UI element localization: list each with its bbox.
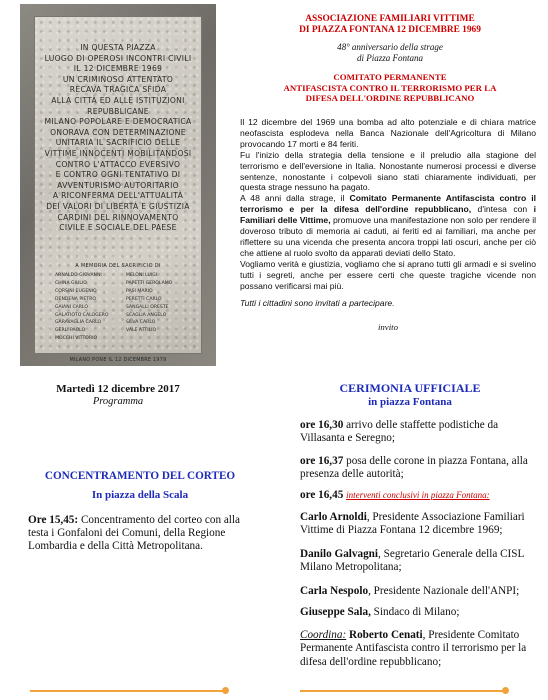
body-paragraph: Fu l'inizio della strategia della tensione e il preludio alla stagione del terrorismo e dell'eversione in Italia. Nonostante numerosi processi e diverse sentenze, nonostante i colpevoli siano stati chiaramente individuati, per questa strage nessuno ha pagato. (240, 149, 536, 193)
text-span: , Segretario Generale della CISL Milano Metropolitana; (300, 548, 524, 574)
plaque-victims-list (55, 272, 191, 343)
speaker-name: Giuseppe Sala, (300, 606, 371, 618)
plaque-inscription (35, 43, 201, 234)
plaque-line: LUOGO DI OPEROSI INCONTRI CIVILI (44, 53, 192, 63)
text-span: Concentramento del corteo con alla testa i Gonfaloni dei Comuni, della Regione Lombardia e della Città Metropolitana. (28, 514, 240, 553)
speaker-name: Danilo Galvagni (300, 548, 379, 560)
text-span: A 48 anni dalla strage, il (240, 193, 350, 204)
familiari-name: i Familiari delle Vittime, (240, 204, 536, 226)
victim-name: PERETTI CARLO (126, 296, 162, 302)
comitato-title-line: COMITATO PERMANENTE (333, 72, 447, 82)
footer-dot (222, 687, 229, 694)
victim-name: CHINA GIULIO (55, 280, 87, 286)
body-text (240, 117, 536, 292)
ceremony-title: CERIMONIA UFFICIALE (339, 381, 481, 395)
memorial-plaque (34, 16, 202, 363)
plaque-line: CIVILE E SOCIALE DEL PAESE (59, 223, 177, 233)
coordina-label: Coordina: (300, 629, 347, 641)
body-paragraph: Il 12 dicembre del 1969 una bomba ad alto potenziale e di chiara matrice neofascista esplodeva nella Banca Nazionale dell'Agricoltura di Milano provocando 17 morti e 84 feriti. (240, 117, 536, 149)
speaker-item (300, 548, 538, 575)
plaque-line: AVVENTURISMO AUTORITARIO (57, 180, 179, 190)
event-date: Martedì 12 dicembre 2017 (56, 383, 180, 395)
memorial-plaque-photo (20, 4, 216, 366)
victim-name: GARAVAGLIA CARLO (55, 320, 102, 326)
plaque-line: RECAVA TRAGICA SFIDA (69, 85, 167, 95)
speaker-name: Carlo Arnoldi (300, 511, 367, 523)
plaque-line: ONORAVA CON DETERMINAZIONE (50, 127, 186, 137)
comitato-title-line: DIFESA DELL'ORDINE REPUBBLICANO (305, 93, 475, 104)
plaque-line: VITTIME INNOCENTI MOBILITANDOSI (44, 148, 192, 158)
victim-name: MOCCHI VITTORIO (55, 336, 98, 342)
programma-label: Programma (92, 396, 144, 407)
plaque-line: DEI VALORI DI LIBERTÀ E GIUSTIZIA (46, 201, 190, 211)
victim-name: SILVA CARLO (126, 320, 156, 326)
schedule-item (300, 419, 538, 446)
plaque-line: E CONTRO OGNI TENTATIVO DI (55, 170, 181, 180)
victim-name: GERLI PAOLO (55, 328, 86, 334)
footer-divider (300, 690, 506, 692)
text-span: posa delle corone in piazza Fontana, alla presenza delle autorità; (300, 455, 528, 481)
concentramento-location: In piazza della Scala (91, 489, 189, 501)
comitato-title-line: ANTIFASCISTA CONTRO IL TERRORISMO PER LA (283, 82, 497, 93)
plaque-line: CARDINI DEL RINNOVAMENTO (57, 212, 179, 222)
invitation-note: Tutti i cittadini sono invitati a partecipare. (240, 298, 395, 308)
concentramento-text (28, 514, 260, 554)
plaque-line: MILANO POPOLARE E DEMOCRATICA (44, 117, 192, 127)
ceremony-location: in piazza Fontana (368, 396, 452, 408)
speaker-name: Carla Nespolo (300, 585, 369, 597)
schedule-item (300, 489, 538, 502)
speaker-item (300, 511, 538, 538)
association-title-line: DI PIAZZA FONTANA 12 DICEMBRE 1969 (299, 25, 481, 35)
victim-name: GAIANI CARLO (55, 304, 89, 310)
anniversary-line: di Piazza Fontana (356, 52, 423, 63)
anniversary-line: 48° anniversario della strage (337, 42, 443, 52)
text-span: , Presidente Comitato Permanente Antifascista contro il terrorismo per la difesa dell'ordine repubblicano; (300, 629, 527, 668)
plaque-line: IL 12 DICEMBRE 1969 (73, 64, 163, 74)
plaque-line: CONTRO L'ATTACCO EVERSIVO (55, 159, 181, 169)
schedule-time: ore 16,45 (300, 489, 344, 501)
plaque-footer: MILANO PONE IL 12 DICEMBRE 1979 (69, 358, 167, 363)
victim-name: PASI MARIO (126, 288, 153, 294)
association-title (240, 14, 540, 36)
schedule-item (300, 455, 538, 482)
plaque-line: A RICONFERMA DELL'ATTUALITÀ (52, 191, 184, 201)
plaque-line: IN QUESTA PIAZZA (80, 43, 156, 52)
plaque-line: REPUBBLICANE (87, 106, 149, 116)
victim-name (126, 335, 191, 343)
victim-name: CORSINI EUGENIO (55, 288, 97, 294)
plaque-line: UN CRIMINOSO ATTENTATO (62, 74, 174, 84)
schedule-time: ore 16,30 (300, 419, 344, 431)
anniversary-subtitle (240, 42, 540, 63)
speaker-item (300, 585, 538, 598)
body-paragraph: Vogliamo verità e giustizia, vogliamo che si aprano tutti gli armadi e si svelino tutti i segreti, anche per essere certi che queste tragiche vicende non possano verificarsi mai più. (240, 258, 536, 291)
comitato-name: Comitato Permanente Antifascista contro il terrorismo e per la difesa dell'ordine repubblicano, (240, 193, 537, 215)
text-span: promuove una manifestazione non solo per rendere il doveroso tributo di memoria ai caduti, ai feriti ed ai familiari, ma anche per riflettere su una vicenda che presenta ancora troppi lati oscuri, anche per ciò che attiene al ruolo svolto da apparati deviati dello Stato. (240, 215, 537, 258)
victim-name: MELONI LUIGI (126, 273, 158, 278)
text-span: , Presidente Nazionale dell'ANPI; (368, 585, 520, 597)
text-span: d'intesa con (471, 204, 534, 215)
victim-name: DENDENA PIETRO (55, 296, 96, 302)
invito-label: invito (377, 322, 399, 332)
victim-name: SANGALLI ORESTE (126, 304, 169, 310)
speaker-item (300, 606, 538, 619)
schedule-time: ore 16,37 (300, 455, 344, 467)
plaque-line: UNITARIA IL SACRIFICIO DELLE (55, 138, 181, 148)
victim-name: SCAGLIA ANGELO (126, 312, 167, 318)
text-span: , Presidente Associazione Familiari Vittime di Piazza Fontana 12 dicembre 1969; (300, 511, 525, 537)
body-paragraph (240, 193, 536, 258)
coordinator-item (300, 629, 538, 669)
footer-dot (502, 687, 509, 694)
victim-name: PAPETTI GEROLAMO (126, 280, 173, 286)
victim-name: VALE ATTILIO (126, 328, 157, 334)
concentramento-time: Ore 15,45: (28, 514, 79, 526)
coordinator-name: Roberto Cenati (346, 629, 423, 641)
concentramento-title: CONCENTRAMENTO DEL CORTEO (44, 470, 236, 482)
association-title-line: ASSOCIAZIONE FAMILIARI VITTIME (305, 14, 475, 24)
text-span: Sindaco di Milano; (370, 606, 460, 618)
victim-name: GALATIOTO CALOGERO (55, 312, 109, 318)
plaque-memory-line: A MEMORIA DEL SACRIFICIO DI (75, 263, 161, 269)
comitato-title (240, 72, 540, 104)
victim-name: ARNALDO GIOVANNI (55, 273, 102, 278)
interventi-label: interventi conclusivi in piazza Fontana: (346, 490, 490, 500)
footer-divider (30, 690, 226, 692)
text-span: arrivo delle staffette podistiche da Villasanta e Seregno; (300, 419, 499, 445)
plaque-line: ALLA CITTÀ ED ALLE ISTITUZIONI (51, 95, 185, 105)
